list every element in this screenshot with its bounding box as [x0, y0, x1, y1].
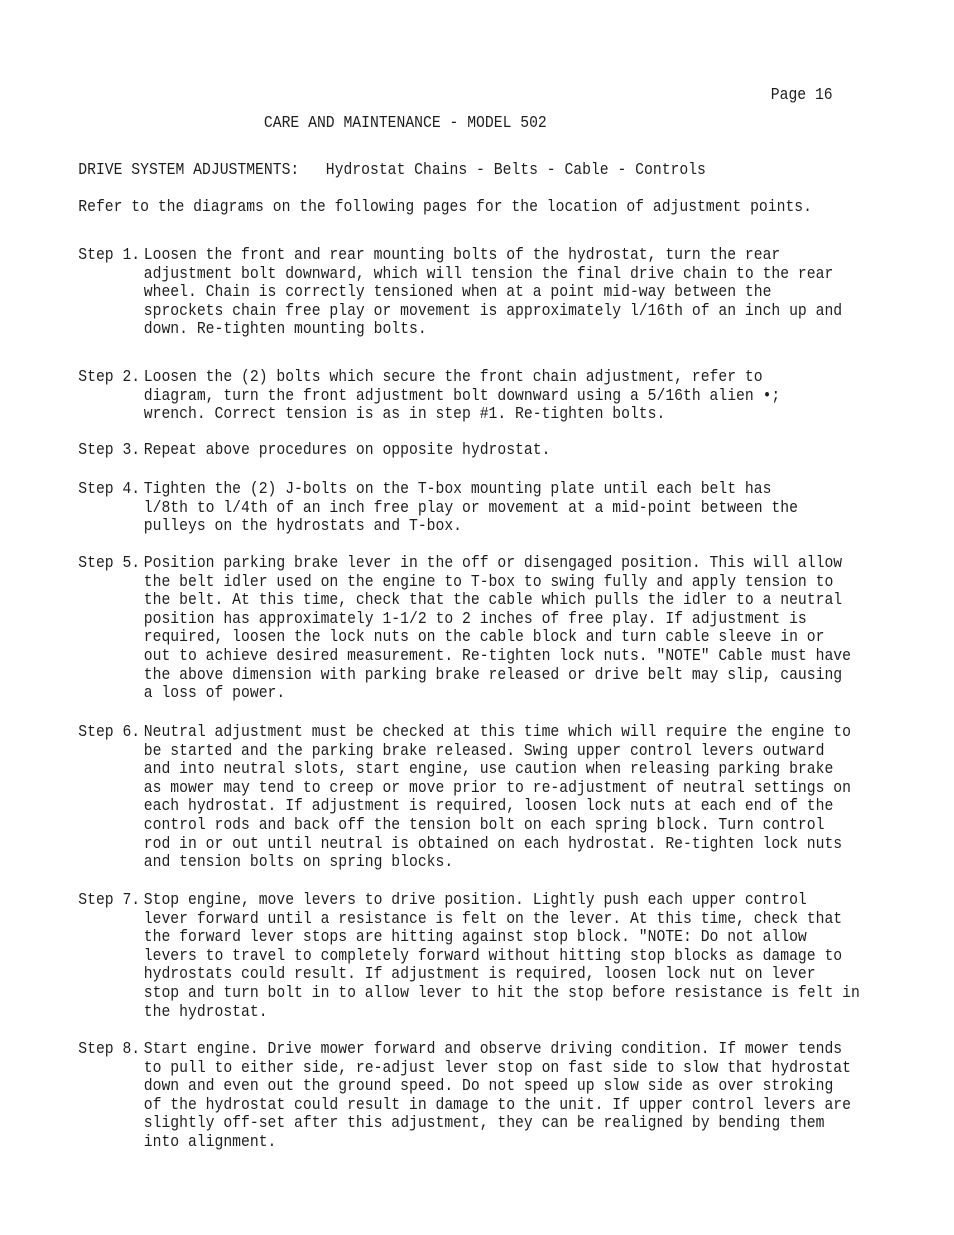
- step-1: [78, 246, 879, 339]
- step-line: Stop engine, move levers to drive position. Lightly push each upper control: [143, 891, 807, 909]
- step-label: Step 3.: [78, 441, 141, 459]
- step-8: [78, 1040, 879, 1152]
- step-line: Loosen the (2) bolts which secure the front chain adjustment, refer to: [143, 368, 763, 386]
- step-line: the hydrostat.: [143, 1002, 268, 1021]
- step-label: Step 4.: [78, 480, 141, 498]
- step-line: sprockets chain free play or movement is approximately l/16th of an inch up and: [143, 301, 843, 320]
- step-line: control rods and back off the tension bolt on each spring block. Turn control: [143, 815, 825, 834]
- page-number: Page 16: [770, 86, 833, 104]
- step-line: Repeat above procedures on opposite hydrostat.: [143, 441, 551, 459]
- step-line: Tighten the (2) J-bolts on the T-box mounting plate until each belt has: [143, 480, 772, 498]
- step-line: down. Re-tighten mounting bolts.: [143, 320, 427, 339]
- step-line: required, loosen the lock nuts on the cable block and turn cable sleeve in or: [143, 628, 825, 647]
- step-line: into alignment.: [143, 1132, 277, 1151]
- step-line: of the hydrostat could result in damage to the unit. If upper control levers are: [143, 1095, 851, 1114]
- intro-paragraph: Refer to the diagrams on the following pages for the location of adjustment points.: [78, 198, 812, 216]
- step-line: the forward lever stops are hitting against stop block. "NOTE: Do not allow: [143, 928, 807, 947]
- step-line: levers to travel to completely forward without hitting stop blocks as damage to: [143, 946, 843, 965]
- step-line: Position parking brake lever in the off or disengaged position. This will allow: [143, 554, 843, 572]
- section-heading: DRIVE SYSTEM ADJUSTMENTS: Hydrostat Chains - Belts - Cable - Controls: [78, 161, 706, 179]
- step-line: and tension bolts on spring blocks.: [143, 853, 454, 872]
- step-line: position has approximately 1-1/2 to 2 inches of free play. If adjustment is: [143, 609, 807, 628]
- step-line: diagram, turn the front adjustment bolt downward using a 5/16th alien •;: [143, 386, 781, 405]
- step-label: Step 7.: [78, 891, 141, 909]
- step-line: Start engine. Drive mower forward and observe driving condition. If mower tends: [143, 1040, 843, 1058]
- step-7: [78, 891, 879, 1021]
- document-title: CARE AND MAINTENANCE - MODEL 502: [263, 114, 547, 132]
- step-line: slightly off-set after this adjustment, they can be realigned by bending them: [143, 1114, 825, 1133]
- step-line: the above dimension with parking brake released or drive belt may slip, causing: [143, 665, 843, 684]
- step-label: Step 5.: [78, 554, 141, 572]
- step-line: hydrostats could result. If adjustment is required, loosen lock nut on lever: [143, 965, 816, 984]
- step-line: and into neutral slots, start engine, use caution when releasing parking brake: [143, 760, 834, 779]
- step-line: out to achieve desired measurement. Re-tighten lock nuts. "NOTE" Cable must have: [143, 646, 851, 665]
- step-line: l/8th to l/4th of an inch free play or movement at a mid-point between the: [143, 498, 798, 517]
- step-label: Step 8.: [78, 1040, 141, 1058]
- step-line: each hydrostat. If adjustment is required, loosen lock nuts at each end of the: [143, 797, 834, 816]
- step-line: down and even out the ground speed. Do not speed up slow side as over stroking: [143, 1077, 834, 1096]
- step-line: rod in or out until neutral is obtained on each hydrostat. Re-tighten lock nuts: [143, 834, 843, 853]
- step-line: pulleys on the hydrostats and T-box.: [143, 517, 463, 536]
- step-label: Step 6.: [78, 723, 141, 741]
- step-line: lever forward until a resistance is felt on the lever. At this time, check that: [143, 909, 843, 928]
- step-line: Neutral adjustment must be checked at this time which will require the engine to: [143, 723, 851, 741]
- step-line: the belt idler used on the engine to T-box to swing fully and apply tension to: [143, 572, 834, 591]
- step-line: as mower may tend to creep or move prior to re-adjustment of neutral settings on: [143, 778, 851, 797]
- step-line: wheel. Chain is correctly tensioned when at a point mid-way between the: [143, 283, 772, 302]
- step-6: [78, 723, 879, 872]
- step-line: the belt. At this time, check that the cable which pulls the idler to a neutral: [143, 591, 843, 610]
- step-line: to pull to either side, re-adjust lever stop on fast side to slow that hydrostat: [143, 1058, 851, 1077]
- step-line: stop and turn bolt in to allow lever to hit the stop before resistance is felt in: [143, 983, 860, 1002]
- step-label: Step 2.: [78, 368, 141, 386]
- step-line: be started and the parking brake released. Swing upper control levers outward: [143, 741, 825, 760]
- step-3: [78, 441, 879, 460]
- step-4: [78, 480, 879, 536]
- step-line: wrench. Correct tension is as in step #1. Re-tighten bolts.: [143, 405, 666, 424]
- step-line: a loss of power.: [143, 684, 286, 703]
- step-5: [78, 554, 879, 703]
- step-2: [78, 368, 879, 424]
- step-line: Loosen the front and rear mounting bolts of the hydrostat, turn the rear: [143, 246, 781, 264]
- step-label: Step 1.: [78, 246, 141, 264]
- step-line: adjustment bolt downward, which will tension the final drive chain to the rear: [143, 264, 834, 283]
